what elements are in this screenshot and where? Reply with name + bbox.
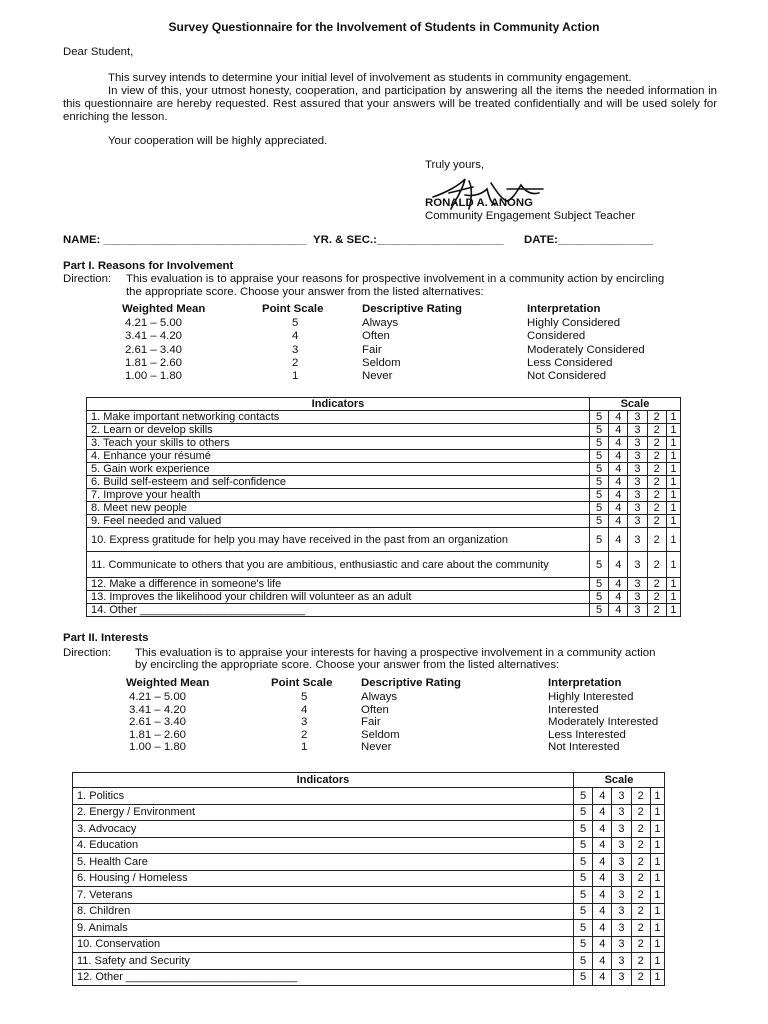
rating-point-scale: 1 [301,741,308,754]
indicator-row [87,604,681,617]
indicator-row [87,552,681,578]
scale-option-4[interactable]: 4 [593,969,612,986]
scale-option-4[interactable]: 4 [609,489,628,502]
indicator-row [87,591,681,604]
scale-option-5[interactable]: 5 [589,604,608,617]
indicator-label: 8. Children [73,903,574,920]
rating-descriptive: Often [361,703,389,716]
intro-paragraph-2: In view of this, your utmost honesty, cooperation, and participation by answering all the items the needed information in this questionnaire are hereby requested. Rest assured that your answers will be treated confidentially and will be used solely for enriching the lesson. [63,85,717,123]
rating-descriptive: Always [362,317,399,329]
scale-option-3[interactable]: 3 [612,837,631,854]
scale-option-4[interactable]: 4 [593,887,612,904]
indicator-label: 9. Feel needed and valued [87,515,590,528]
scale-option-3[interactable]: 3 [628,502,647,515]
rating-descriptive: Never [362,370,393,383]
part2-heading: Part II. Interests [63,632,149,644]
rating-descriptive: Often [362,330,390,343]
scale-option-3[interactable]: 3 [628,437,647,450]
rating-header-interpretation: Interpretation [527,303,601,315]
scale-option-3[interactable]: 3 [612,821,631,838]
indicator-row [87,437,681,450]
part1-direction-text-1: This evaluation is to appraise your reasons for prospective involvement in a community action by encircling [126,273,665,285]
scale-option-5[interactable]: 5 [589,463,608,476]
scale-option-4[interactable]: 4 [593,821,612,838]
rating-weighted-mean: 2.61 – 3.40 [125,343,183,356]
rating-descriptive: Seldom [362,356,401,369]
scale-option-2[interactable]: 2 [631,920,650,937]
scale-option-2[interactable]: 2 [631,969,650,986]
scale-option-5[interactable]: 5 [573,837,592,854]
indicator-label: 14. Other ___________________________ [87,604,590,617]
scale-option-2[interactable]: 2 [647,424,666,437]
scale-option-2[interactable]: 2 [631,804,650,821]
part2-scale-header: Scale [573,773,664,788]
indicator-row [73,870,665,887]
rating-interpretation: Interested [548,703,599,716]
scale-option-2[interactable]: 2 [647,578,666,591]
rating-point-scale: 5 [292,317,299,329]
indicator-row [87,450,681,463]
scale-option-2[interactable]: 2 [647,604,666,617]
intro-paragraph-3: Your cooperation will be highly appreciated. [108,135,328,147]
scale-option-1[interactable]: 1 [666,437,680,450]
scale-option-4[interactable]: 4 [609,528,628,552]
scale-option-5[interactable]: 5 [573,788,592,805]
scale-option-5[interactable]: 5 [589,552,608,578]
scale-option-2[interactable]: 2 [647,437,666,450]
scale-option-3[interactable]: 3 [628,463,647,476]
rating-header-descriptive: Descriptive Rating [362,303,463,315]
rating-interpretation: Not Considered [527,370,607,383]
scale-option-2[interactable]: 2 [631,821,650,838]
rating-row [126,741,688,754]
scale-option-4[interactable]: 4 [609,424,628,437]
rating-weighted-mean: 3.41 – 4.20 [129,703,187,716]
indicator-label: 5. Health Care [73,854,574,871]
scale-option-2[interactable]: 2 [647,591,666,604]
scale-option-1[interactable]: 1 [650,804,664,821]
part2-direction-text-1: This evaluation is to appraise your interests for having a prospective involvement in a community action [135,647,656,659]
scale-option-1[interactable]: 1 [650,953,664,970]
indicator-label: 8. Meet new people [87,502,590,515]
rating-interpretation: Highly Considered [527,317,621,329]
greeting: Dear Student, [63,46,134,58]
rating-header-interpretation: Interpretation [548,677,622,689]
part2-direction-label: Direction: [63,647,112,659]
indicator-label: 1. Make important networking contacts [87,411,590,424]
scale-option-4[interactable]: 4 [593,804,612,821]
rating-header-point-scale: Point Scale [262,303,324,315]
scale-option-1[interactable]: 1 [650,969,664,986]
part1-scale-header: Scale [589,398,680,411]
scale-option-2[interactable]: 2 [647,476,666,489]
part1-indicators-header: Indicators [87,398,590,411]
scale-option-4[interactable]: 4 [609,591,628,604]
indicator-row [87,424,681,437]
scale-option-4[interactable]: 4 [609,476,628,489]
scale-option-2[interactable]: 2 [631,837,650,854]
scale-option-2[interactable]: 2 [647,463,666,476]
scale-option-4[interactable]: 4 [609,450,628,463]
indicator-label: 3. Advocacy [73,821,574,838]
indicator-row [87,489,681,502]
rating-point-scale: 3 [301,716,308,729]
scale-option-5[interactable]: 5 [573,804,592,821]
scale-option-5[interactable]: 5 [573,903,592,920]
scale-option-4[interactable]: 4 [609,552,628,578]
scale-option-2[interactable]: 2 [631,936,650,953]
document-title: Survey Questionnaire for the Involvement of Students in Community Action [168,20,600,34]
scale-option-1[interactable]: 1 [650,837,664,854]
scale-option-5[interactable]: 5 [589,424,608,437]
indicator-row [87,411,681,424]
scale-option-1[interactable]: 1 [650,788,664,805]
indicator-label: 7. Improve your health [87,489,590,502]
indicator-row [73,936,665,953]
indicator-row [73,821,665,838]
scale-option-5[interactable]: 5 [589,450,608,463]
rating-weighted-mean: 1.00 – 1.80 [125,370,183,383]
scale-option-3[interactable]: 3 [612,903,631,920]
scale-option-4[interactable]: 4 [609,411,628,424]
intro-paragraph-1: This survey intends to determine your initial level of involvement as students in community engagement. [108,72,632,84]
part1-rating-scale-table [122,302,667,383]
scale-option-4[interactable]: 4 [593,837,612,854]
scale-option-1[interactable]: 1 [650,936,664,953]
scale-option-3[interactable]: 3 [612,936,631,953]
rating-header-weighted-mean: Weighted Mean [126,677,210,689]
year-section-field[interactable]: YR. & SEC.:____________________ [313,234,504,246]
indicator-label: 9. Animals [73,920,574,937]
rating-point-scale: 3 [292,343,299,356]
scale-option-4[interactable]: 4 [609,437,628,450]
scale-option-3[interactable]: 3 [628,552,647,578]
indicator-row [73,969,665,986]
rating-interpretation: Highly Interested [548,691,634,703]
rating-descriptive: Fair [361,716,381,729]
rating-descriptive: Fair [362,343,382,356]
indicator-label: 5. Gain work experience [87,463,590,476]
scale-option-4[interactable]: 4 [609,502,628,515]
rating-row [122,317,667,330]
rating-point-scale: 4 [292,330,299,343]
scale-option-4[interactable]: 4 [609,604,628,617]
rating-descriptive: Always [361,691,398,703]
scale-option-5[interactable]: 5 [589,411,608,424]
indicator-label: 12. Other ____________________________ [73,969,574,986]
scale-option-5[interactable]: 5 [573,821,592,838]
scale-option-1[interactable]: 1 [666,424,680,437]
scale-option-2[interactable]: 2 [631,854,650,871]
scale-option-5[interactable]: 5 [589,437,608,450]
scale-option-4[interactable]: 4 [593,936,612,953]
indicator-label: 10. Express gratitude for help you may have received in the past from an organization [87,528,590,552]
date-field[interactable]: DATE:_______________ [524,234,653,246]
part2-direction-text-2: by encircling the appropriate score. Choose your answer from the listed alternatives: [135,659,560,671]
scale-option-2[interactable]: 2 [647,515,666,528]
scale-option-4[interactable]: 4 [593,953,612,970]
scale-option-1[interactable]: 1 [666,604,680,617]
scale-option-4[interactable]: 4 [609,515,628,528]
indicator-label: 7. Veterans [73,887,574,904]
indicator-label: 13. Improves the likelihood your children will volunteer as an adult [87,591,590,604]
rating-row [122,370,667,383]
indicator-row [73,788,665,805]
indicator-label: 6. Housing / Homeless [73,870,574,887]
scale-option-1[interactable]: 1 [650,920,664,937]
rating-interpretation: Less Interested [548,728,626,741]
rating-interpretation: Moderately Considered [527,343,645,356]
scale-option-1[interactable]: 1 [666,463,680,476]
indicator-row [87,515,681,528]
indicator-row [73,837,665,854]
scale-option-2[interactable]: 2 [631,870,650,887]
scale-option-1[interactable]: 1 [666,411,680,424]
rating-header-descriptive: Descriptive Rating [361,677,462,689]
rating-interpretation: Moderately Interested [548,716,659,729]
scale-option-3[interactable]: 3 [628,476,647,489]
scale-option-3[interactable]: 3 [628,424,647,437]
scale-option-3[interactable]: 3 [628,515,647,528]
scale-option-2[interactable]: 2 [631,788,650,805]
scale-option-2[interactable]: 2 [647,450,666,463]
part2-indicators-header: Indicators [73,773,574,788]
rating-header-point-scale: Point Scale [271,677,333,689]
rating-point-scale: 2 [292,356,299,369]
indicator-row [73,920,665,937]
scale-option-2[interactable]: 2 [631,887,650,904]
rating-weighted-mean: 1.81 – 2.60 [129,728,187,741]
scale-option-2[interactable]: 2 [647,489,666,502]
scale-option-1[interactable]: 1 [650,887,664,904]
scale-option-5[interactable]: 5 [573,854,592,871]
scale-option-5[interactable]: 5 [573,870,592,887]
indicator-row [73,887,665,904]
scale-option-3[interactable]: 3 [612,887,631,904]
scale-option-1[interactable]: 1 [666,476,680,489]
scale-option-5[interactable]: 5 [573,969,592,986]
scale-option-2[interactable]: 2 [647,411,666,424]
scale-option-3[interactable]: 3 [628,591,647,604]
scale-option-2[interactable]: 2 [631,953,650,970]
scale-option-5[interactable]: 5 [589,515,608,528]
scale-option-4[interactable]: 4 [593,788,612,805]
scale-option-2[interactable]: 2 [631,903,650,920]
rating-weighted-mean: 2.61 – 3.40 [129,716,187,729]
scale-option-5[interactable]: 5 [589,476,608,489]
scale-option-1[interactable]: 1 [650,821,664,838]
scale-option-2[interactable]: 2 [647,502,666,515]
part2-indicators-table [72,772,665,986]
scale-option-4[interactable]: 4 [593,903,612,920]
rating-weighted-mean: 3.41 – 4.20 [125,330,183,343]
indicator-label: 2. Energy / Environment [73,804,574,821]
scale-option-5[interactable]: 5 [589,591,608,604]
scale-option-1[interactable]: 1 [650,870,664,887]
scale-option-3[interactable]: 3 [612,920,631,937]
scale-option-1[interactable]: 1 [666,502,680,515]
scale-option-5[interactable]: 5 [573,953,592,970]
scale-option-5[interactable]: 5 [589,578,608,591]
name-field[interactable]: NAME: ________________________________ [63,234,307,246]
rating-point-scale: 2 [301,728,308,741]
scale-option-3[interactable]: 3 [612,969,631,986]
indicator-row [87,463,681,476]
rating-row [126,716,688,729]
scale-option-1[interactable]: 1 [666,591,680,604]
indicator-row [87,476,681,489]
scale-option-4[interactable]: 4 [593,854,612,871]
rating-interpretation: Not Interested [548,741,620,754]
indicator-label: 12. Make a difference in someone's life [87,578,590,591]
scale-option-3[interactable]: 3 [612,870,631,887]
scale-option-1[interactable]: 1 [666,489,680,502]
scale-option-4[interactable]: 4 [593,870,612,887]
indicator-label: 1. Politics [73,788,574,805]
scale-option-2[interactable]: 2 [647,552,666,578]
scale-option-1[interactable]: 1 [650,903,664,920]
closing: Truly yours, [425,159,485,171]
rating-weighted-mean: 1.00 – 1.80 [129,741,187,754]
rating-point-scale: 5 [301,691,308,703]
scale-option-3[interactable]: 3 [612,854,631,871]
scale-option-1[interactable]: 1 [666,450,680,463]
rating-row [122,344,667,357]
scale-option-3[interactable]: 3 [628,489,647,502]
indicator-row [73,854,665,871]
rating-row [126,704,688,717]
signature-image [425,175,549,215]
part1-direction-text-2: the appropriate score. Choose your answer from the listed alternatives: [126,286,484,298]
rating-weighted-mean: 1.81 – 2.60 [125,356,183,369]
indicator-label: 2. Learn or develop skills [87,424,590,437]
scale-option-3[interactable]: 3 [612,788,631,805]
scale-option-1[interactable]: 1 [666,515,680,528]
rating-point-scale: 4 [301,703,308,716]
rating-weighted-mean: 4.21 – 5.00 [129,691,187,703]
indicator-row [87,502,681,515]
indicator-label: 6. Build self-esteem and self-confidence [87,476,590,489]
part1-rating-header-row [122,302,667,317]
part1-heading: Part I. Reasons for Involvement [63,260,234,272]
scale-option-1[interactable]: 1 [666,552,680,578]
indicator-label: 11. Safety and Security [73,953,574,970]
rating-interpretation: Considered [527,330,586,343]
scale-option-4[interactable]: 4 [609,463,628,476]
scale-option-3[interactable]: 3 [628,578,647,591]
scale-option-5[interactable]: 5 [573,936,592,953]
rating-row [122,330,667,343]
indicator-row [73,903,665,920]
scale-option-1[interactable]: 1 [666,578,680,591]
signatory-name: RONALD A. ANONG [425,197,533,209]
rating-interpretation: Less Considered [527,356,613,369]
scale-option-5[interactable]: 5 [589,489,608,502]
scale-option-3[interactable]: 3 [628,528,647,552]
rating-weighted-mean: 4.21 – 5.00 [125,317,183,329]
scale-option-4[interactable]: 4 [593,920,612,937]
part2-rating-scale-table [126,676,688,754]
scale-option-3[interactable]: 3 [612,804,631,821]
indicator-row [73,804,665,821]
rating-header-weighted-mean: Weighted Mean [122,303,206,315]
scale-option-3[interactable]: 3 [628,411,647,424]
part1-direction-label: Direction: [63,273,112,285]
scale-option-3[interactable]: 3 [628,604,647,617]
scale-option-3[interactable]: 3 [628,450,647,463]
indicator-label: 10. Conservation [73,936,574,953]
rating-row [126,691,688,704]
indicator-row [73,953,665,970]
indicator-row [87,578,681,591]
indicator-row [87,528,681,552]
indicator-label: 11. Communicate to others that you are ambitious, enthusiastic and care about the community [87,552,590,578]
scale-option-2[interactable]: 2 [647,528,666,552]
rating-descriptive: Never [361,741,392,754]
rating-descriptive: Seldom [361,728,400,741]
scale-option-1[interactable]: 1 [666,528,680,552]
scale-option-5[interactable]: 5 [573,920,592,937]
indicator-label: 4. Enhance your résumé [87,450,590,463]
scale-option-5[interactable]: 5 [589,528,608,552]
scale-option-4[interactable]: 4 [609,578,628,591]
signatory-title: Community Engagement Subject Teacher [425,210,635,222]
rating-row [126,729,688,742]
rating-row [122,357,667,370]
scale-option-1[interactable]: 1 [650,854,664,871]
indicator-label: 3. Teach your skills to others [87,437,590,450]
scale-option-5[interactable]: 5 [589,502,608,515]
scale-option-3[interactable]: 3 [612,953,631,970]
part1-indicators-table [86,397,681,617]
indicator-label: 4. Education [73,837,574,854]
rating-point-scale: 1 [292,370,299,383]
scale-option-5[interactable]: 5 [573,887,592,904]
